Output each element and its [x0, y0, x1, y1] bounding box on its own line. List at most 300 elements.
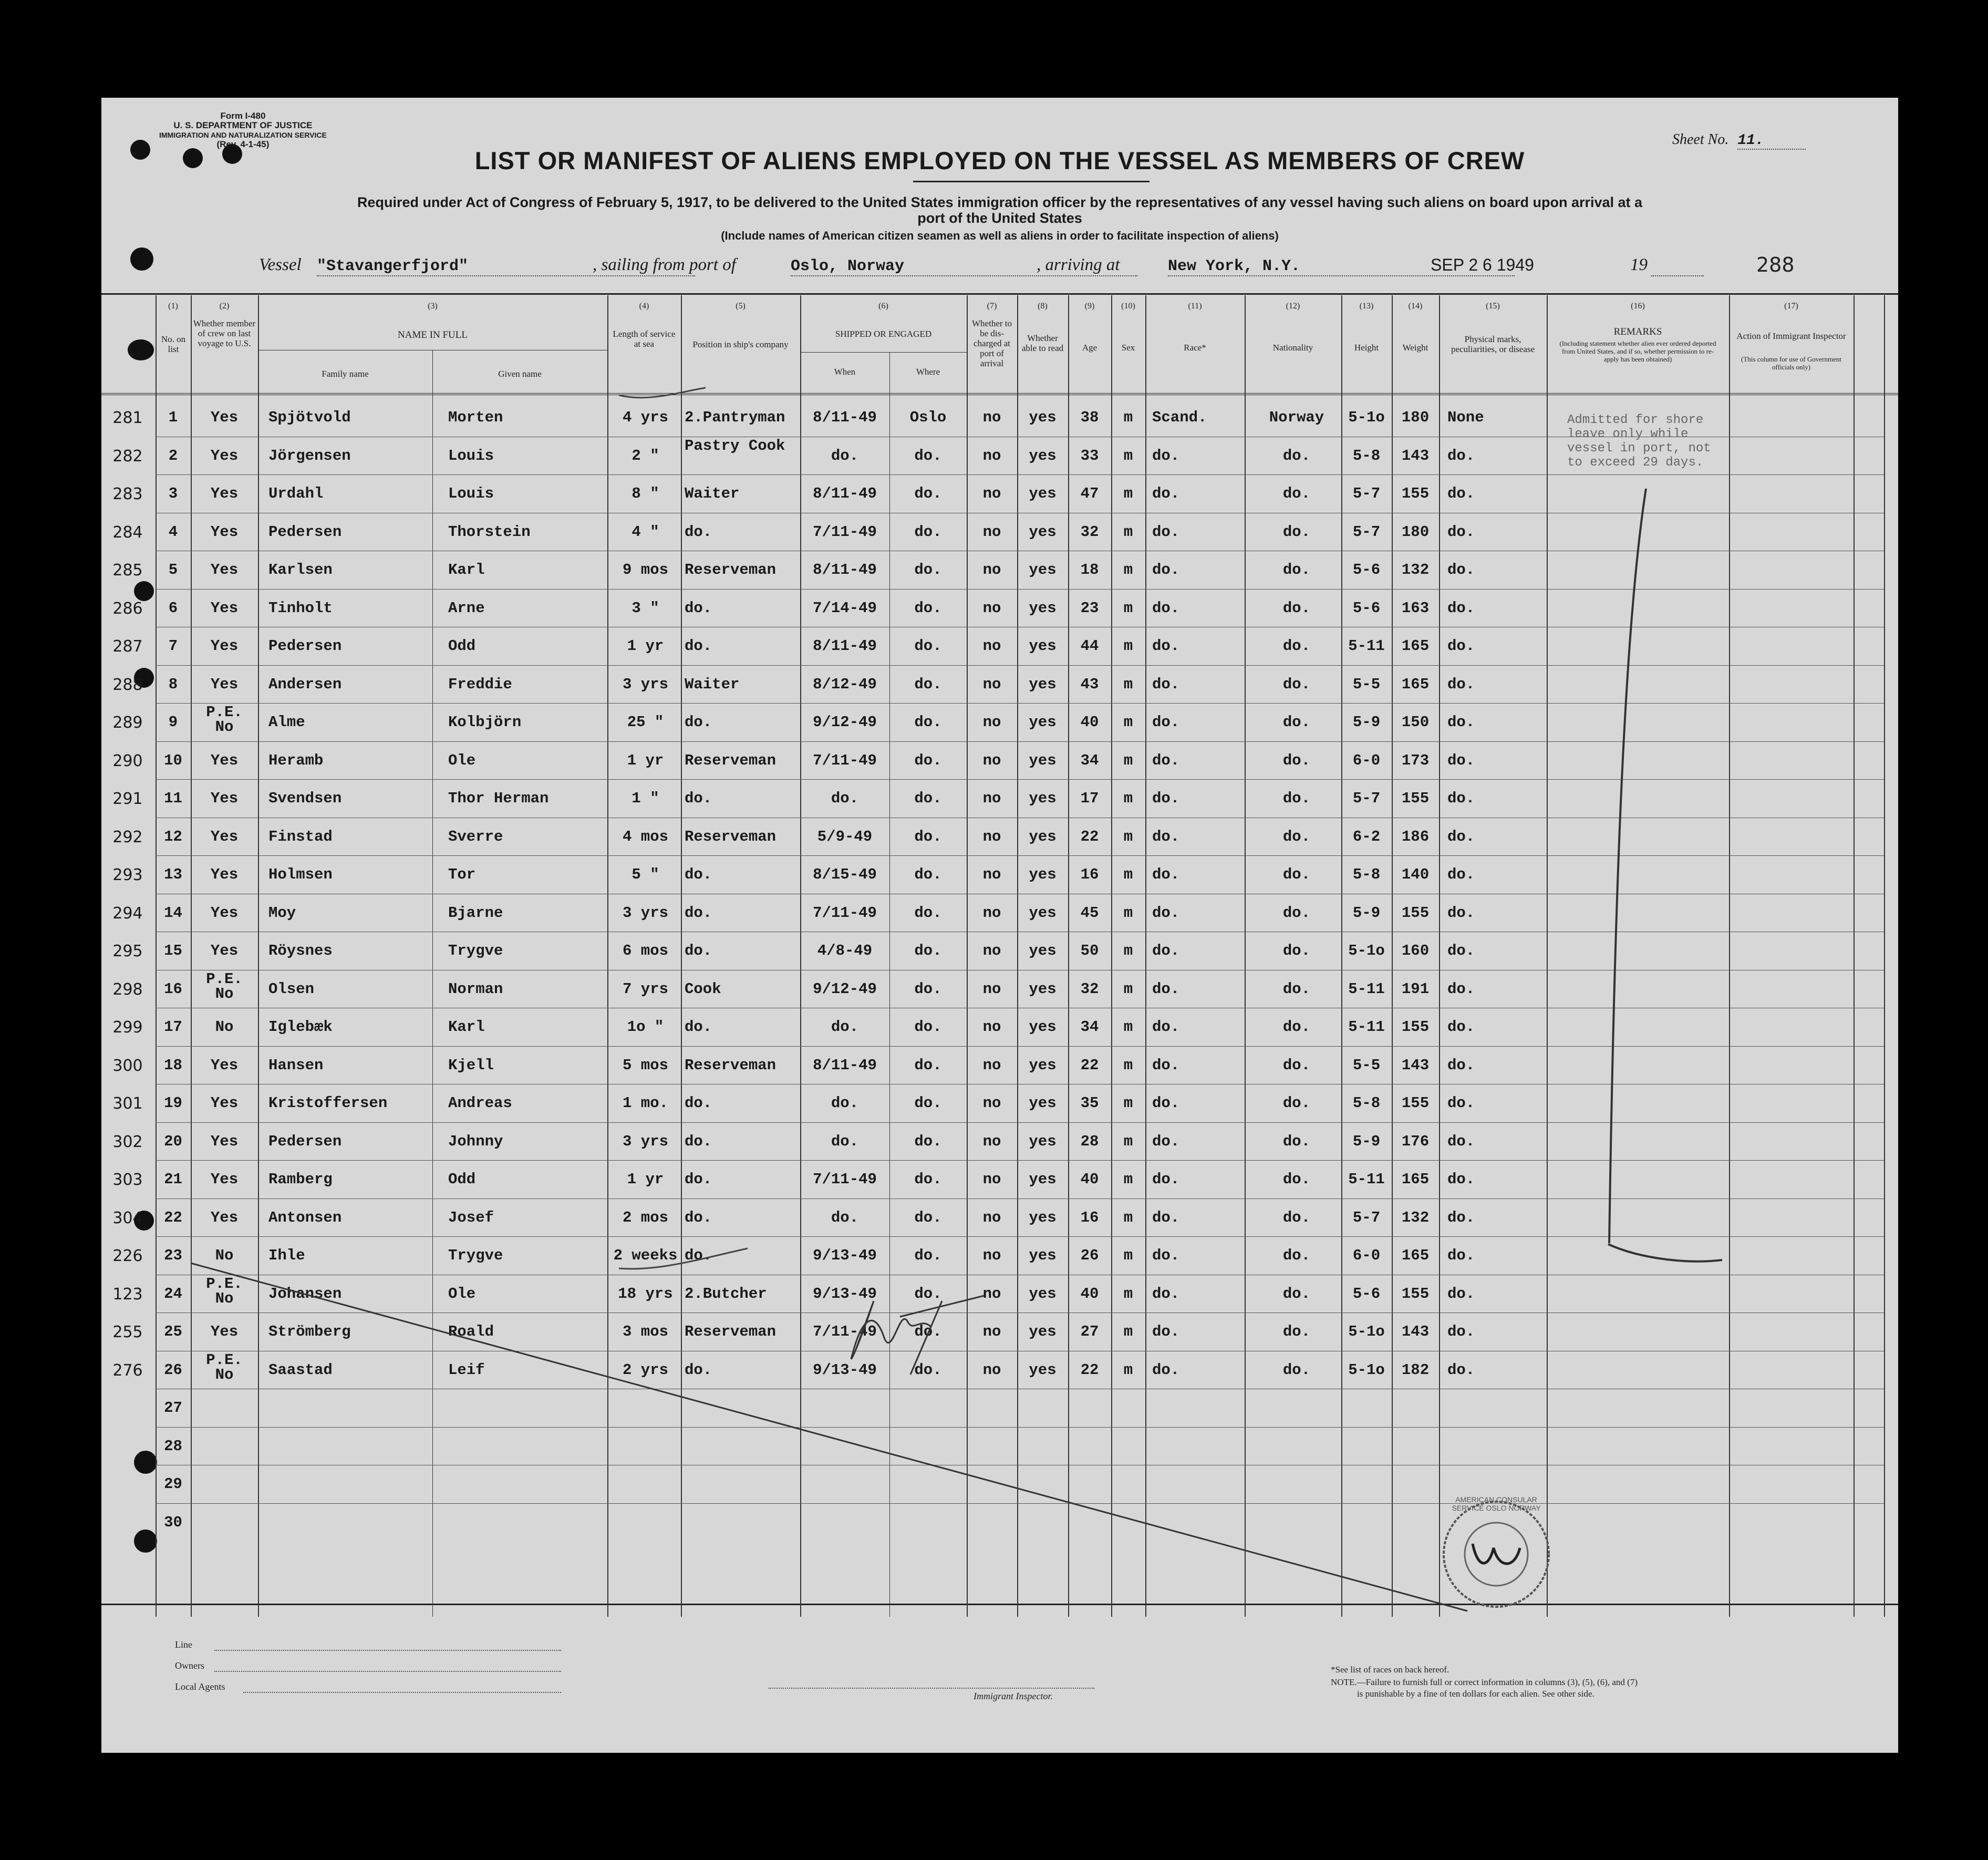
race: do.: [1152, 1323, 1180, 1340]
family-name: Tinholt: [268, 599, 333, 617]
arriving-at: New York, N.Y.: [1168, 257, 1515, 276]
age: 28: [1080, 1132, 1099, 1150]
last-voyage: Yes: [210, 1171, 239, 1188]
able-to-read: yes: [1029, 1247, 1057, 1264]
shipped-where: do.: [914, 980, 942, 998]
col17-note: (This column for use of Government officials only): [1741, 355, 1841, 371]
weight: 173: [1401, 751, 1430, 769]
discharged: no: [982, 1323, 1001, 1340]
empty-list-number: 30: [164, 1513, 182, 1531]
discharged: no: [982, 485, 1001, 502]
physical-marks: do.: [1447, 942, 1475, 959]
weight: 132: [1401, 1208, 1430, 1226]
service-length: 6 mos: [622, 942, 668, 959]
inspector-field: [769, 1688, 1094, 1689]
weight: 165: [1401, 675, 1430, 693]
discharged: no: [982, 980, 1001, 998]
position: 2.Pantryman: [685, 409, 785, 426]
last-voyage: Yes: [210, 675, 239, 693]
sex: m: [1123, 980, 1133, 998]
discharged: no: [982, 523, 1001, 541]
height: 5-5: [1352, 675, 1381, 693]
race: do.: [1152, 866, 1180, 883]
given-name: Sverre: [448, 828, 503, 845]
able-to-read: yes: [1029, 714, 1057, 731]
given-name: Kolbjörn: [448, 714, 522, 731]
last-voyage: Yes: [210, 790, 239, 807]
able-to-read: yes: [1029, 751, 1057, 769]
physical-marks: do.: [1447, 1132, 1475, 1150]
race: do.: [1152, 1208, 1180, 1226]
shipped-where: do.: [914, 1208, 942, 1226]
shipped-when: 8/15-49: [813, 866, 877, 883]
nationality: do.: [1282, 1247, 1311, 1264]
col11-number: (11): [1188, 302, 1202, 311]
height: 6-2: [1352, 828, 1381, 845]
service-length: 2 mos: [622, 1208, 668, 1226]
able-to-read: yes: [1029, 409, 1057, 426]
service-length: 7 yrs: [622, 980, 668, 998]
shipped-where: do.: [914, 1018, 942, 1036]
shipped-when: 9/13-49: [813, 1247, 877, 1264]
physical-marks: None: [1447, 409, 1484, 426]
discharged: no: [982, 637, 1001, 655]
service-length: 3 yrs: [622, 1132, 668, 1150]
race: do.: [1152, 790, 1180, 807]
last-voyage: Yes: [210, 1132, 239, 1150]
col17-header: Action of Immigrant Inspector: [1736, 331, 1846, 341]
given-name: Josef: [448, 1208, 494, 1226]
discharged: no: [982, 561, 1001, 578]
physical-marks: do.: [1447, 1323, 1475, 1340]
inspector-label: Immigrant Inspector.: [974, 1691, 1053, 1701]
col15-header: Physical marks, peculiarities, or disease: [1451, 334, 1535, 354]
shipped-where: do.: [914, 1056, 942, 1074]
sex: m: [1123, 904, 1133, 922]
col3-number: (3): [428, 302, 438, 311]
shipped-when: 8/12-49: [813, 675, 877, 693]
age: 38: [1080, 409, 1099, 426]
family-name: Pedersen: [268, 1132, 342, 1150]
physical-marks: do.: [1447, 1094, 1475, 1112]
race: do.: [1152, 1018, 1180, 1036]
failure-note-1: NOTE.—Failure to furnish full or correct information in columns (3), (5), (6), and (7): [1331, 1677, 1638, 1687]
service-length: 3 mos: [622, 1323, 668, 1340]
seal-text: AMERICAN CONSULAR SERVICE OSLO NORWAY: [1452, 1495, 1541, 1512]
race: do.: [1152, 1132, 1180, 1150]
weight: 180: [1401, 523, 1430, 541]
empty-list-number: 29: [164, 1475, 182, 1493]
last-voyage: Yes: [210, 561, 239, 578]
list-number: 21: [164, 1171, 182, 1188]
family-name: Heramb: [268, 751, 324, 769]
given-name: Karl: [448, 1018, 485, 1036]
list-number: 20: [164, 1132, 182, 1150]
shipped-when: 7/11-49: [813, 523, 877, 541]
shipped-when: 5/9-49: [817, 828, 873, 845]
shipped-where: do.: [914, 790, 942, 807]
height: 5-5: [1352, 1056, 1381, 1074]
shipped-when: do.: [831, 447, 859, 464]
discharged: no: [982, 1208, 1001, 1226]
family-name: Karlsen: [268, 561, 333, 578]
shipped-when: 7/14-49: [813, 599, 877, 617]
nationality: do.: [1282, 942, 1311, 959]
nationality: do.: [1282, 523, 1311, 541]
age: 45: [1080, 904, 1099, 922]
shipped-where: do.: [914, 866, 942, 883]
list-number: 24: [164, 1285, 182, 1303]
service-length: 8 ": [631, 485, 659, 502]
able-to-read: yes: [1029, 942, 1057, 959]
given-name: Morten: [448, 409, 503, 426]
height: 6-0: [1352, 751, 1381, 769]
nationality: do.: [1282, 904, 1311, 922]
race: do.: [1152, 980, 1180, 998]
able-to-read: yes: [1029, 447, 1057, 464]
able-to-read: yes: [1029, 790, 1057, 807]
able-to-read: yes: [1029, 1094, 1057, 1112]
sex: m: [1123, 637, 1133, 655]
col11-header: Race*: [1184, 343, 1206, 353]
given-name: Odd: [448, 1171, 476, 1188]
physical-marks: do.: [1447, 828, 1475, 845]
discharged: no: [982, 828, 1001, 845]
service-length: 3 yrs: [622, 904, 668, 922]
age: 18: [1080, 561, 1099, 578]
family-name: Iglebæk: [268, 1018, 333, 1036]
form-number: Form I-480: [220, 111, 266, 121]
last-voyage: No: [215, 1247, 234, 1264]
row-ref-number: 298: [112, 980, 143, 999]
family-name: Finstad: [268, 828, 333, 845]
shipped-where: do.: [914, 1094, 942, 1112]
subtitle-line2: port of the United States: [917, 210, 1082, 226]
physical-marks: do.: [1447, 523, 1475, 541]
position: Reserveman: [685, 1323, 776, 1340]
row-ref-number: 291: [112, 790, 143, 808]
age: 47: [1080, 485, 1099, 502]
last-voyage: Yes: [210, 1323, 239, 1340]
arriving-label: , arriving at: [1037, 255, 1120, 274]
able-to-read: yes: [1029, 485, 1057, 502]
nationality: do.: [1282, 751, 1311, 769]
position: Cook: [685, 980, 721, 998]
list-number: 18: [164, 1056, 182, 1074]
sex: m: [1123, 447, 1133, 464]
vessel-name: "Stavangerfjord": [317, 257, 695, 276]
height: 6-0: [1352, 1247, 1381, 1264]
sex: m: [1123, 409, 1133, 426]
age: 17: [1080, 790, 1099, 807]
sex: m: [1123, 675, 1133, 693]
family-name: Kristoffersen: [268, 1094, 388, 1112]
col10-header: Sex: [1121, 343, 1135, 353]
weight: 155: [1401, 1018, 1430, 1036]
given-name: Ole: [448, 751, 476, 769]
row-ref-number: 292: [112, 828, 143, 846]
nationality: do.: [1282, 1132, 1311, 1150]
position: do.: [685, 790, 712, 807]
sex: m: [1123, 1247, 1133, 1264]
position: do.: [685, 1094, 712, 1112]
sex: m: [1123, 828, 1133, 845]
position: Waiter: [685, 675, 740, 693]
row-ref-number: 282: [112, 447, 143, 466]
col12-number: (12): [1286, 302, 1300, 311]
able-to-read: yes: [1029, 904, 1057, 922]
subtitle-line3: (Include names of American citizen seamen as well as aliens in order to facilitate inspection of aliens): [721, 229, 1279, 242]
owners-field: [214, 1671, 561, 1672]
weight: 180: [1401, 409, 1430, 426]
last-voyage: Yes: [210, 866, 239, 883]
last-voyage: P.E. No: [206, 970, 243, 1003]
able-to-read: yes: [1029, 561, 1057, 578]
given-name: Leif: [448, 1361, 485, 1379]
col5-number: (5): [736, 302, 745, 311]
list-number: 26: [164, 1361, 182, 1379]
col10-number: (10): [1121, 302, 1135, 311]
shipped-when: 9/12-49: [813, 714, 877, 731]
shipped-where: do.: [914, 1323, 942, 1340]
race: do.: [1152, 1171, 1180, 1188]
row-ref-number: 285: [112, 561, 143, 580]
position: do.: [685, 637, 712, 655]
given-name: Tor: [448, 866, 476, 883]
sailing-from: Oslo, Norway: [791, 257, 1137, 276]
shipped-when: 9/13-49: [813, 1361, 877, 1379]
nationality: do.: [1282, 675, 1311, 693]
col16-number: (16): [1631, 302, 1645, 311]
physical-marks: do.: [1447, 599, 1475, 617]
service-length: 2 weeks: [613, 1247, 678, 1264]
race: do.: [1152, 1056, 1180, 1074]
shipped-where: do.: [914, 1171, 942, 1188]
col13-header: Height: [1354, 343, 1379, 353]
given-name: Kjell: [448, 1056, 494, 1074]
line-label: Line: [175, 1639, 192, 1650]
last-voyage: Yes: [210, 828, 239, 845]
service-length: 1o ": [627, 1018, 664, 1036]
shipped-where: do.: [914, 1361, 942, 1379]
weight: 143: [1401, 447, 1430, 464]
manifest-sheet: [101, 98, 1898, 1753]
list-number: 4: [168, 523, 178, 541]
col15-number: (15): [1486, 302, 1500, 311]
shipped-when: do.: [831, 790, 859, 807]
stamped-number: 288: [1756, 253, 1795, 276]
line-field: [214, 1650, 561, 1651]
physical-marks: do.: [1447, 980, 1475, 998]
vessel-label: Vessel: [259, 255, 302, 274]
col2-header: Whether member of crew on last voyage to U.S.: [193, 318, 256, 348]
inspector-signature: [851, 1296, 984, 1375]
position: Reserveman: [685, 828, 776, 845]
physical-marks: do.: [1447, 1247, 1475, 1264]
family-name: Pedersen: [268, 523, 342, 541]
height: 5-9: [1352, 714, 1381, 731]
list-number: 3: [168, 485, 178, 502]
shipped-when: 8/11-49: [813, 561, 877, 578]
physical-marks: do.: [1447, 866, 1475, 883]
able-to-read: yes: [1029, 1208, 1057, 1226]
sex: m: [1123, 1132, 1133, 1150]
row-ref-number: 226: [112, 1247, 143, 1265]
able-to-read: yes: [1029, 1056, 1057, 1074]
shipped-where: do.: [914, 1132, 942, 1150]
agents-field: [243, 1692, 561, 1693]
last-voyage: Yes: [210, 1208, 239, 1226]
position: do.: [685, 1208, 712, 1226]
service-length: 2 ": [631, 447, 659, 464]
nationality: do.: [1282, 790, 1311, 807]
nationality: do.: [1282, 980, 1311, 998]
nationality: do.: [1282, 1323, 1311, 1340]
col14-header: Weight: [1402, 343, 1428, 353]
age: 23: [1080, 599, 1099, 617]
physical-marks: do.: [1447, 751, 1475, 769]
weight: 163: [1401, 599, 1430, 617]
department: U. S. DEPARTMENT OF JUSTICE: [173, 120, 313, 130]
row-ref-number: 301: [112, 1094, 143, 1113]
row-ref-number: 290: [112, 751, 143, 770]
nationality: do.: [1282, 637, 1311, 655]
weight: 176: [1401, 1132, 1430, 1150]
age: 40: [1080, 1171, 1099, 1188]
sex: m: [1123, 485, 1133, 502]
weight: 140: [1401, 866, 1430, 883]
service-length: 1 mo.: [622, 1094, 668, 1112]
row-ref-number: 299: [112, 1018, 143, 1037]
remarks-ditto-line: [1609, 489, 1646, 1243]
race: do.: [1152, 1247, 1180, 1264]
shipped-where: do.: [914, 751, 942, 769]
height: 5-8: [1352, 1094, 1381, 1112]
height: 5-7: [1352, 790, 1381, 807]
shipped-where: do.: [914, 942, 942, 959]
col4-number: (4): [639, 302, 649, 311]
service-length: 3 ": [631, 599, 659, 617]
nationality: do.: [1282, 447, 1311, 464]
given-name: Thorstein: [448, 523, 531, 541]
service-length: 1 yr: [627, 637, 664, 655]
discharged: no: [982, 1132, 1001, 1150]
shipped-where: do.: [914, 599, 942, 617]
given-name: Bjarne: [448, 904, 503, 922]
physical-marks: do.: [1447, 790, 1475, 807]
shipped-where: Oslo: [909, 409, 947, 426]
col14-number: (14): [1408, 302, 1423, 311]
weight: 155: [1401, 1094, 1430, 1112]
weight: 182: [1401, 1361, 1430, 1379]
age: 35: [1080, 1094, 1099, 1112]
nationality: do.: [1282, 485, 1311, 502]
sex: m: [1123, 1094, 1133, 1112]
row-ref-number: 123: [112, 1285, 143, 1304]
race: do.: [1152, 447, 1180, 464]
age: 40: [1080, 1285, 1099, 1303]
row-ref-number: 283: [112, 485, 143, 503]
nationality: do.: [1282, 1094, 1311, 1112]
position: do.: [685, 1171, 712, 1188]
family-name: Saastad: [268, 1361, 333, 1379]
height: 5-11: [1348, 637, 1385, 655]
service-length: 1 yr: [627, 1171, 664, 1188]
shipped-when: 9/12-49: [813, 980, 877, 998]
list-number: 15: [164, 942, 182, 959]
given-name: Norman: [448, 980, 503, 998]
nationality: Norway: [1269, 409, 1324, 426]
sex: m: [1123, 1323, 1133, 1340]
height: 5-7: [1352, 523, 1381, 541]
sheet-label: Sheet No.: [1672, 131, 1729, 148]
nationality: do.: [1282, 1171, 1311, 1188]
row-ref-number: 276: [112, 1361, 143, 1380]
last-voyage: Yes: [210, 904, 239, 922]
physical-marks: do.: [1447, 1285, 1475, 1303]
given-name: Louis: [448, 485, 494, 502]
physical-marks: do.: [1447, 904, 1475, 922]
physical-marks: do.: [1447, 1208, 1475, 1226]
agents-label: Local Agents: [175, 1681, 225, 1692]
physical-marks: do.: [1447, 447, 1475, 464]
nationality: do.: [1282, 1285, 1311, 1303]
date-stamp: SEP 2 6 1949: [1431, 255, 1534, 274]
empty-list-number: 28: [164, 1437, 182, 1455]
family-name: Strömberg: [268, 1323, 351, 1340]
sex: m: [1123, 1208, 1133, 1226]
given-name: Trygve: [448, 942, 503, 959]
nationality: do.: [1282, 1208, 1311, 1226]
age: 32: [1080, 980, 1099, 998]
shipped-where: do.: [914, 485, 942, 502]
sailing-label: , sailing from port of: [593, 255, 736, 274]
owners-label: Owners: [175, 1660, 204, 1671]
row-ref-number: 281: [112, 409, 143, 427]
list-number: 25: [164, 1323, 182, 1340]
failure-note-2: is punishable by a fine of ten dollars for each alien. See other side.: [1357, 1689, 1594, 1699]
family-name: Moy: [268, 904, 296, 922]
list-number: 22: [164, 1208, 182, 1226]
height: 5-9: [1352, 904, 1381, 922]
where-header: Where: [916, 367, 940, 377]
race: do.: [1152, 904, 1180, 922]
race: do.: [1152, 561, 1180, 578]
last-voyage: Yes: [210, 447, 239, 464]
weight: 155: [1401, 790, 1430, 807]
revision: (Rev. 4-1-45): [216, 139, 270, 149]
age: 32: [1080, 523, 1099, 541]
row-ref-number: 289: [112, 714, 143, 732]
list-number: 12: [164, 828, 182, 845]
weight: 165: [1401, 637, 1430, 655]
row-ref-number: 304: [112, 1208, 143, 1227]
weight: 155: [1401, 1285, 1430, 1303]
col12-header: Nationality: [1272, 343, 1313, 353]
sex: m: [1123, 866, 1133, 883]
race: do.: [1152, 751, 1180, 769]
consular-seal: [1444, 1502, 1549, 1607]
col6-header: SHIPPED OR ENGAGED: [835, 329, 932, 339]
weight: 155: [1401, 485, 1430, 502]
last-voyage: Yes: [210, 751, 239, 769]
age: 16: [1080, 866, 1099, 883]
col17-number: (17): [1784, 302, 1798, 311]
shipped-where: do.: [914, 523, 942, 541]
last-voyage: Yes: [210, 599, 239, 617]
service-length: 4 mos: [622, 828, 668, 845]
last-voyage: Yes: [210, 485, 239, 502]
